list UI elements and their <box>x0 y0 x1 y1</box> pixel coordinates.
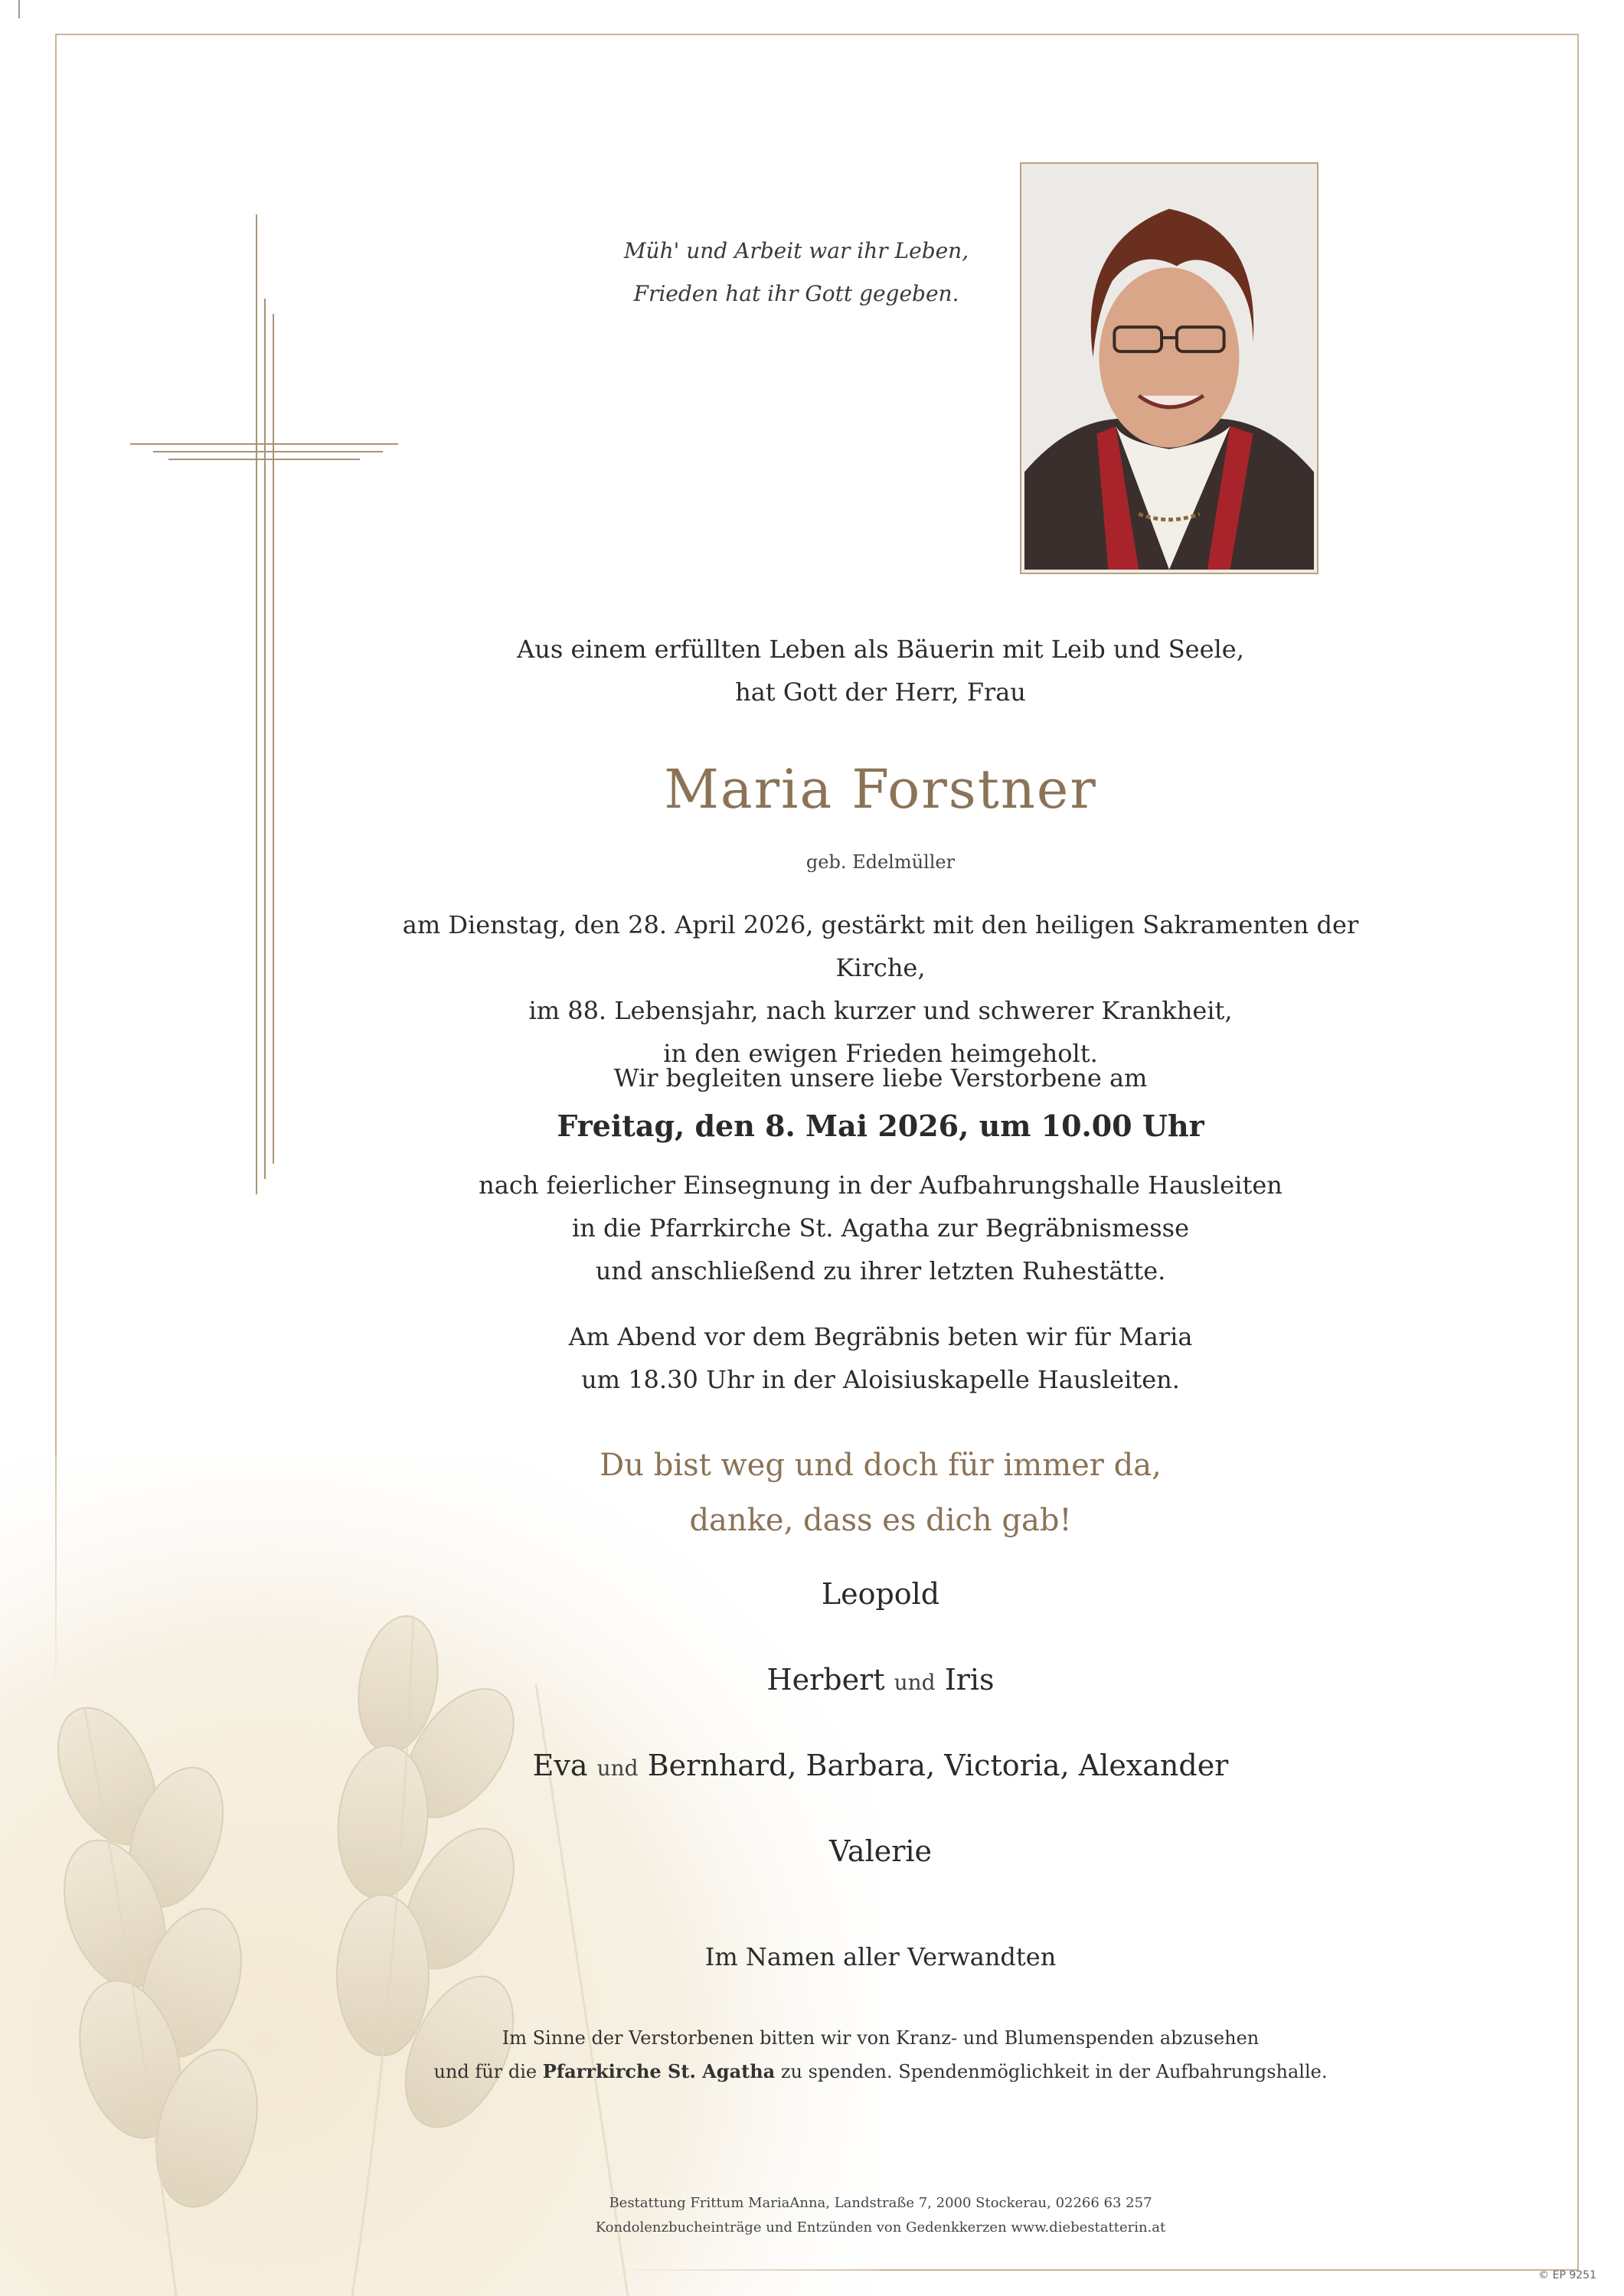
donation-request <box>383 2021 1378 2089</box>
quote-line-1: Du bist weg und doch für immer da, <box>600 1448 1162 1483</box>
mourner-and: und <box>894 1670 936 1695</box>
prayer-line-2: um 18.30 Uhr in der Aloisiuskapelle Hausleiten. <box>581 1365 1180 1394</box>
verse <box>413 230 1179 315</box>
intro-text <box>383 628 1378 714</box>
request-line-2-post: zu spenden. Spendenmöglichkeit in der Aufbahrungshalle. <box>780 2061 1328 2082</box>
mourner-row-2 <box>383 1663 1378 1697</box>
request-church: Pfarrkirche St. Agatha <box>542 2060 776 2082</box>
farewell-quote <box>383 1438 1378 1548</box>
intro-line-1: Aus einem erfüllten Leben als Bäuerin mit Leib und Seele, <box>517 635 1244 664</box>
deceased-name: Maria Forstner <box>664 758 1097 821</box>
funeral-line-3: und anschließend zu ihrer letzten Ruhestätte. <box>595 1256 1166 1285</box>
prayer-text <box>383 1315 1378 1401</box>
request-line-1: Im Sinne der Verstorbenen bitten wir von Kranz- und Blumenspenden abzusehen <box>502 2027 1260 2049</box>
verse-line-1: Müh' und Arbeit war ihr Leben, <box>623 238 969 263</box>
funeral-line-2: in die Pfarrkirche St. Agatha zur Begräbnismesse <box>571 1213 1190 1243</box>
portrait-photo <box>1020 162 1318 574</box>
mourner-eva: Eva <box>532 1749 588 1782</box>
mourner-row-1: Leopold <box>821 1577 940 1611</box>
mourner-row-4: Valerie <box>828 1834 933 1868</box>
footer-line-1: Bestattung Frittum MariaAnna, Landstraße 7, 2000 Stockerau, 02266 63 257 <box>609 2195 1152 2211</box>
funeral-line-1: nach feierlicher Einsegnung in der Aufbahrungshalle Hausleiten <box>479 1171 1283 1200</box>
mourner-bernhard-family: Bernhard, Barbara, Victoria, Alexander <box>647 1749 1229 1782</box>
mourner-herbert: Herbert <box>766 1663 885 1697</box>
birth-name: geb. Edelmüller <box>805 851 956 873</box>
death-line-3: in den ewigen Frieden heimgeholt. <box>663 1039 1098 1068</box>
cross-icon <box>123 207 406 1202</box>
funeral-details <box>383 1164 1378 1292</box>
death-line-2: im 88. Lebensjahr, nach kurzer und schwerer Krankheit, <box>528 996 1233 1025</box>
request-line-2-pre: und für die <box>433 2061 538 2082</box>
product-code: © EP 9251 <box>1538 2269 1596 2281</box>
closing-line: Im Namen aller Verwandten <box>704 1942 1057 1971</box>
death-line-1: am Dienstag, den 28. April 2026, gestärkt mit den heiligen Sakramenten der Kirche, <box>402 910 1359 982</box>
portrait-image <box>1024 167 1314 570</box>
death-details <box>383 903 1378 1075</box>
mourner-row-3 <box>383 1749 1378 1782</box>
funeral-home-footer <box>383 2191 1378 2240</box>
prayer-line-1: Am Abend vor dem Begräbnis beten wir für Maria <box>568 1322 1193 1351</box>
mourner-iris: Iris <box>944 1663 995 1697</box>
intro-line-2: hat Gott der Herr, Frau <box>735 678 1026 707</box>
crop-mark <box>0 0 20 18</box>
funeral-intro: Wir begleiten unsere liebe Verstorbene am <box>613 1063 1148 1092</box>
mourner-and: und <box>596 1755 639 1781</box>
verse-line-2: Frieden hat ihr Gott gegeben. <box>633 281 959 306</box>
funeral-date: Freitag, den 8. Mai 2026, um 10.00 Uhr <box>557 1109 1204 1143</box>
quote-line-2: danke, dass es dich gab! <box>689 1503 1072 1538</box>
footer-line-2: Kondolenzbucheinträge und Entzünden von Gedenkkerzen www.diebestatterin.at <box>595 2219 1166 2236</box>
